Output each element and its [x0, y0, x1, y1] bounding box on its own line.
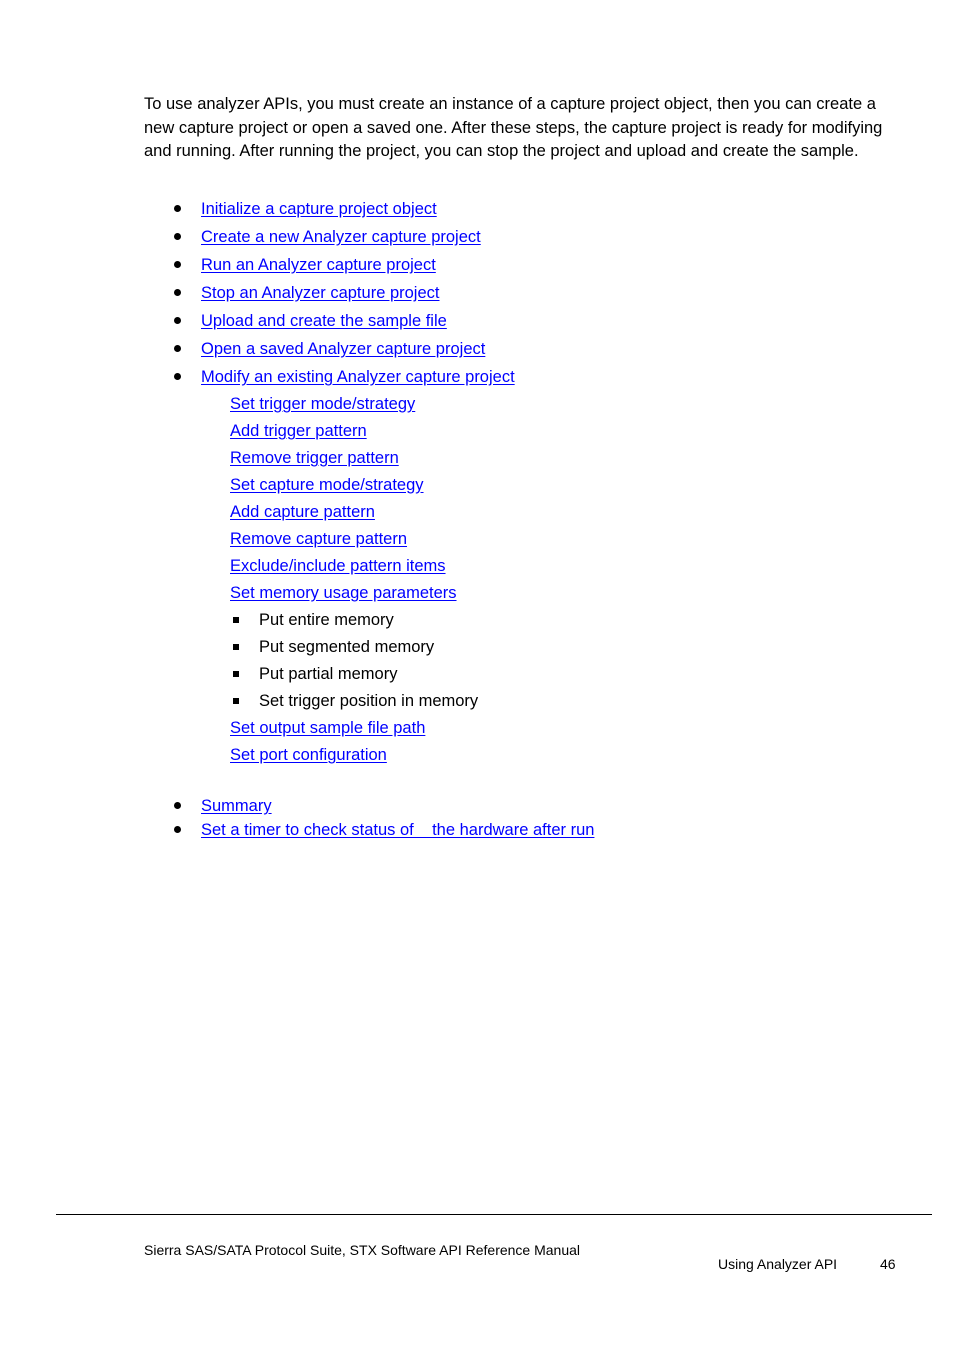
link-run-capture-project[interactable]: Run an Analyzer capture project — [201, 256, 436, 274]
list-item — [174, 198, 437, 220]
link-set-capture-mode[interactable]: Set capture mode/strategy — [230, 476, 424, 494]
memory-list-item — [233, 690, 478, 712]
link-set-trigger-mode[interactable]: Set trigger mode/strategy — [230, 395, 416, 413]
sub-list-item — [230, 501, 375, 523]
bullet-icon — [174, 373, 181, 380]
memory-item-label: Put entire memory — [259, 611, 394, 629]
sub-list-item — [230, 744, 387, 766]
list-item — [174, 254, 436, 276]
link-upload-sample-file[interactable]: Upload and create the sample file — [201, 312, 447, 330]
footer-manual-title: Sierra SAS/SATA Protocol Suite, STX Software API Reference Manual — [144, 1242, 581, 1258]
list-item — [174, 366, 515, 388]
sub-list-item — [230, 447, 399, 469]
bullet-icon — [174, 205, 181, 212]
footer-section: Using Analyzer API — [718, 1256, 838, 1272]
link-set-memory-usage[interactable]: Set memory usage parameters — [230, 584, 457, 602]
list-item — [174, 282, 439, 304]
bullet-icon — [174, 802, 181, 809]
sub-list-item — [230, 717, 425, 739]
link-summary[interactable]: Summary — [201, 797, 272, 815]
sub-list-item — [230, 420, 367, 442]
list-item — [174, 819, 594, 841]
memory-item-label: Put segmented memory — [259, 638, 435, 656]
link-exclude-include-pattern[interactable]: Exclude/include pattern items — [230, 557, 446, 575]
intro-paragraph: To use analyzer APIs, you must create an instance of a capture project object, then you can create a new capture project or open a saved one. After these steps, the capture project is ready for modifying and running. After running the project, you can stop the project and upload and create the sample. — [144, 95, 883, 160]
sub-list-item — [230, 393, 415, 415]
page-number: 46 — [880, 1256, 896, 1272]
list-item — [174, 795, 272, 817]
sub-list-item — [230, 582, 457, 604]
link-set-timer[interactable]: Set a timer to check status of the hardware after run — [201, 821, 595, 839]
bullet-icon — [174, 345, 181, 352]
square-bullet-icon — [233, 617, 239, 623]
footer-divider — [56, 1214, 932, 1215]
bullet-icon — [174, 233, 181, 240]
sub-list-item — [230, 474, 424, 496]
square-bullet-icon — [233, 644, 239, 650]
memory-list-item — [233, 609, 394, 631]
link-add-capture-pattern[interactable]: Add capture pattern — [230, 503, 375, 521]
list-item — [174, 226, 481, 248]
sub-list-item — [230, 528, 407, 550]
link-set-output-sample-path[interactable]: Set output sample file path — [230, 719, 426, 737]
link-initialize-capture-project[interactable]: Initialize a capture project object — [201, 200, 437, 218]
link-remove-capture-pattern[interactable]: Remove capture pattern — [230, 530, 408, 548]
memory-list-item — [233, 636, 434, 658]
link-create-capture-project[interactable]: Create a new Analyzer capture project — [201, 228, 481, 246]
memory-item-label: Put partial memory — [259, 665, 398, 683]
list-item — [174, 310, 447, 332]
link-remove-trigger-pattern[interactable]: Remove trigger pattern — [230, 449, 399, 467]
link-open-saved-project[interactable]: Open a saved Analyzer capture project — [201, 340, 486, 358]
list-item — [174, 338, 485, 360]
memory-list-item — [233, 663, 397, 685]
sub-list-item — [230, 555, 446, 577]
square-bullet-icon — [233, 698, 239, 704]
link-set-port-configuration[interactable]: Set port configuration — [230, 746, 387, 764]
bullet-icon — [174, 289, 181, 296]
link-stop-capture-project[interactable]: Stop an Analyzer capture project — [201, 284, 440, 302]
bullet-icon — [174, 317, 181, 324]
memory-item-label: Set trigger position in memory — [259, 692, 479, 710]
link-modify-existing-project[interactable]: Modify an existing Analyzer capture project — [201, 368, 515, 386]
square-bullet-icon — [233, 671, 239, 677]
link-add-trigger-pattern[interactable]: Add trigger pattern — [230, 422, 367, 440]
bullet-icon — [174, 261, 181, 268]
bullet-icon — [174, 826, 181, 833]
